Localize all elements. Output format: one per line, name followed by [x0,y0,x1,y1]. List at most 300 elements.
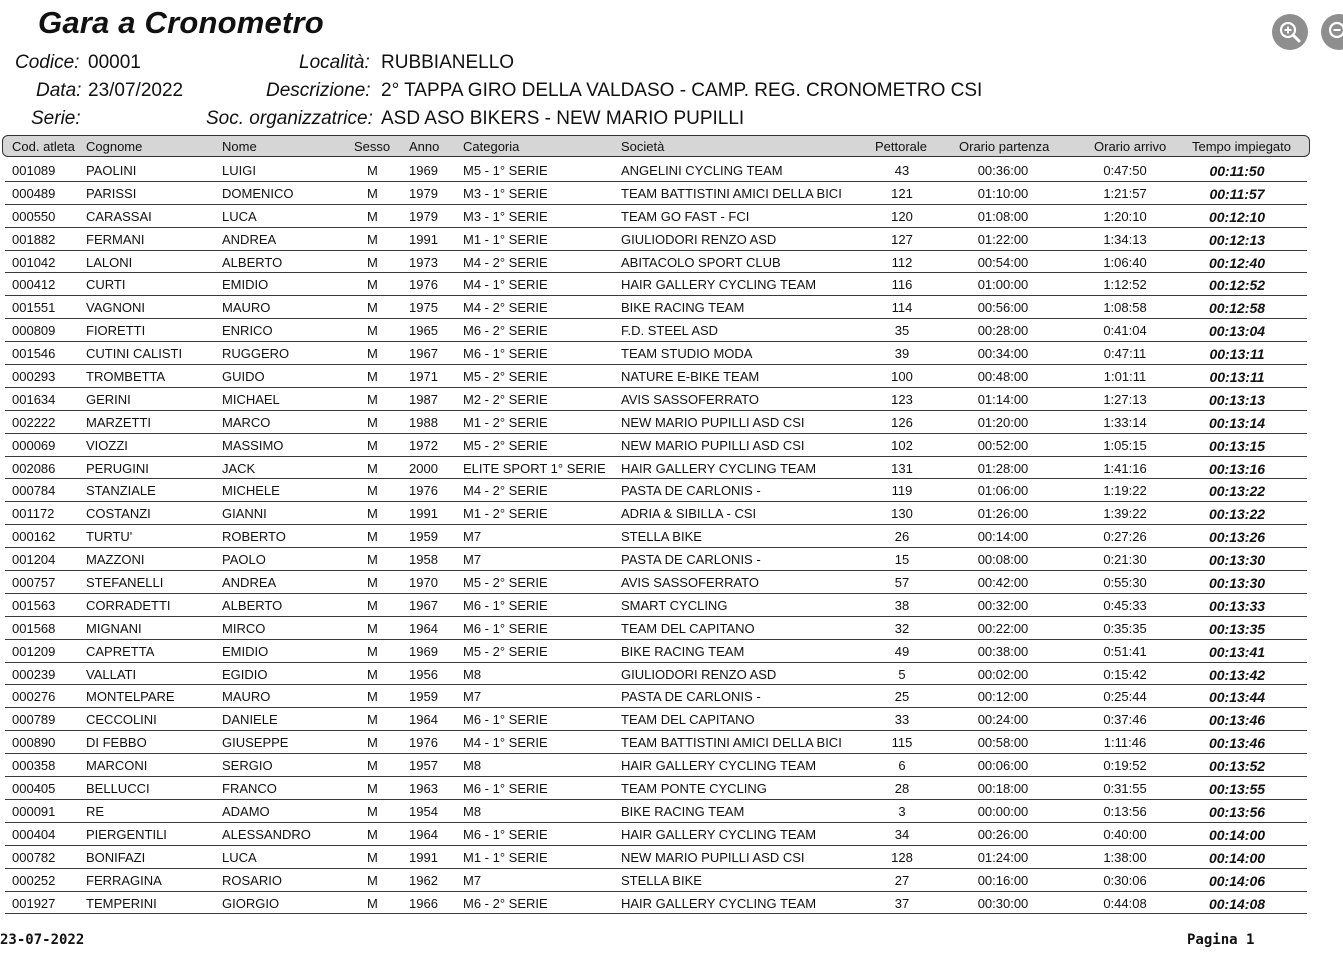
cell-nome: FRANCO [222,781,277,797]
header-categoria: Categoria [463,139,520,154]
cell-orario-partenza: 01:28:00 [977,460,1029,476]
cell-tempo-impiegato: 00:13:16 [1208,460,1266,477]
cell-nome: MICHAEL [222,391,280,407]
cell-sesso: M [367,346,378,362]
serie-label: Serie: [31,108,81,129]
table-row [5,251,1307,274]
cell-nome: ENRICO [222,323,273,339]
cell-societa: TEAM GO FAST - FCI [621,208,750,224]
cell-pettorale: 3 [898,803,906,819]
cell-categoria: M3 - 1° SERIE [463,185,548,201]
cell-orario-arrivo: 1:38:00 [1103,849,1147,865]
cell-orario-arrivo: 1:08:58 [1103,300,1147,316]
cell-pettorale: 43 [894,163,910,178]
cell-sesso: M [367,369,378,385]
cell-orario-partenza: 01:20:00 [977,414,1029,430]
table-header [2,135,1310,157]
cell-tempo-impiegato: 00:14:06 [1208,872,1266,889]
cell-orario-arrivo: 0:30:06 [1103,872,1147,888]
cell-categoria: M7 [463,552,482,568]
soc-organizzatrice-value: ASD ASO BIKERS - NEW MARIO PUPILLI [381,108,745,129]
cell-nome: LUCA [222,849,257,865]
cell-orario-partenza: 01:00:00 [977,277,1029,293]
cell-orario-arrivo: 0:25:44 [1103,689,1147,705]
cell-anno: 1972 [409,437,438,453]
page-title: Gara a Cronometro [38,5,324,40]
table-row [5,685,1307,708]
cell-orario-partenza: 00:54:00 [977,254,1029,270]
cell-societa: TEAM BATTISTINI AMICI DELLA BICI [621,735,842,751]
table-row [5,434,1307,457]
cell-societa: HAIR GALLERY CYCLING TEAM [621,758,817,774]
cell-cognome: MARCONI [86,758,148,774]
cell-anno: 1979 [409,185,438,201]
cell-nome: JACK [222,460,256,476]
cell-nome: MAURO [222,689,271,705]
cell-orario-partenza: 00:00:00 [977,803,1029,819]
cell-anno: 1964 [409,620,438,636]
cell-pettorale: 33 [894,712,910,728]
table-row [5,228,1307,251]
cell-cod-atleta: 000784 [12,483,56,499]
cell-cognome: TURTU' [86,529,133,545]
cell-cod-atleta: 001882 [12,231,56,247]
cell-orario-partenza: 00:24:00 [977,712,1029,728]
cell-orario-partenza: 00:42:00 [977,575,1029,591]
cell-orario-arrivo: 0:31:55 [1103,781,1147,797]
cell-anno: 1957 [409,758,438,774]
cell-pettorale: 112 [891,254,913,270]
codice-value: 00001 [88,52,141,73]
cell-societa: BIKE RACING TEAM [621,803,745,819]
cell-cod-atleta: 001546 [12,346,56,362]
table-row [5,502,1307,525]
cell-categoria: M6 - 2° SERIE [463,895,548,911]
cell-tempo-impiegato: 00:12:40 [1208,254,1266,271]
cell-nome: LUIGI [222,163,256,178]
cell-categoria: M4 - 1° SERIE [463,277,548,293]
cell-cognome: GERINI [86,391,131,407]
cell-orario-arrivo: 1:19:22 [1103,483,1147,499]
cell-orario-arrivo: 0:13:56 [1103,803,1147,819]
cell-cognome: PAOLINI [86,163,137,178]
cell-orario-arrivo: 0:21:30 [1103,552,1147,568]
cell-anno: 1973 [409,254,438,270]
cell-tempo-impiegato: 00:13:56 [1208,803,1266,820]
cell-anno: 1971 [409,369,438,385]
cell-societa: TEAM BATTISTINI AMICI DELLA BICI [621,185,842,201]
cell-categoria: M4 - 1° SERIE [463,735,548,751]
header-societa: Società [621,139,665,154]
cell-societa: NEW MARIO PUPILLI ASD CSI [621,414,805,430]
cell-cognome: VAGNONI [86,300,145,316]
cell-orario-arrivo: 1:34:13 [1103,231,1147,247]
cell-nome: MIRCO [222,620,266,636]
cell-nome: LUCA [222,208,257,224]
cell-orario-partenza: 00:12:00 [977,689,1029,705]
cell-sesso: M [367,483,378,499]
cell-anno: 1967 [409,597,438,613]
table-row [5,731,1307,754]
cell-categoria: M6 - 1° SERIE [463,346,548,362]
cell-sesso: M [367,620,378,636]
table-row [5,663,1307,686]
cell-anno: 1979 [409,208,438,224]
cell-sesso: M [367,735,378,751]
cell-nome: ANDREA [222,575,277,591]
cell-anno: 1975 [409,300,438,316]
cell-pettorale: 127 [891,231,913,247]
cell-pettorale: 130 [891,506,913,522]
cell-nome: MASSIMO [222,437,284,453]
cell-cod-atleta: 001204 [12,552,56,568]
table-row [5,273,1307,296]
cell-nome: ALESSANDRO [222,826,311,842]
cell-sesso: M [367,781,378,797]
cell-societa: BIKE RACING TEAM [621,643,745,659]
cell-tempo-impiegato: 00:13:14 [1208,414,1266,431]
cell-pettorale: 49 [894,643,910,659]
cell-sesso: M [367,300,378,316]
cell-cod-atleta: 001209 [12,643,56,659]
cell-anno: 1956 [409,666,438,682]
cell-categoria: M6 - 2° SERIE [463,323,548,339]
cell-tempo-impiegato: 00:13:11 [1209,346,1265,363]
cell-categoria: M7 [463,529,482,545]
cell-cognome: FIORETTI [86,323,146,339]
cell-nome: ANDREA [222,231,277,247]
table-row [5,479,1307,502]
table-row [5,548,1307,571]
cell-societa: GIULIODORI RENZO ASD [621,231,777,247]
cell-categoria: M6 - 1° SERIE [463,712,548,728]
cell-societa: BIKE RACING TEAM [621,300,745,316]
table-row [5,365,1307,388]
results-table-body [0,159,1343,914]
cell-cognome: CORRADETTI [86,597,171,613]
cell-orario-arrivo: 1:27:13 [1103,391,1147,407]
cell-cod-atleta: 001042 [12,254,56,270]
table-row [5,823,1307,846]
cell-sesso: M [367,803,378,819]
cell-sesso: M [367,208,378,224]
cell-cognome: BELLUCCI [86,781,150,797]
cell-pettorale: 28 [894,781,910,797]
cell-tempo-impiegato: 00:14:00 [1208,826,1266,843]
cell-categoria: M5 - 2° SERIE [463,437,548,453]
cell-cognome: TEMPERINI [86,895,157,911]
cell-tempo-impiegato: 00:13:52 [1208,758,1266,775]
cell-sesso: M [367,643,378,659]
data-label: Data: [36,80,82,101]
cell-cod-atleta: 000091 [12,803,56,819]
cell-orario-arrivo: 0:27:26 [1103,529,1147,545]
table-row [5,708,1307,731]
cell-orario-arrivo: 0:40:00 [1103,826,1147,842]
cell-tempo-impiegato: 00:13:26 [1208,529,1266,546]
cell-societa: HAIR GALLERY CYCLING TEAM [621,277,817,293]
cell-societa: HAIR GALLERY CYCLING TEAM [621,460,817,476]
cell-sesso: M [367,391,378,407]
cell-nome: RUGGERO [222,346,290,362]
table-row [5,388,1307,411]
cell-anno: 1959 [409,689,438,705]
cell-societa: TEAM STUDIO MODA [621,346,753,362]
cell-cod-atleta: 001568 [12,620,56,636]
cell-pettorale: 26 [894,529,910,545]
cell-tempo-impiegato: 00:13:13 [1208,391,1266,408]
cell-cognome: PARISSI [86,185,137,201]
cell-anno: 1969 [409,643,438,659]
cell-anno: 1991 [409,506,438,522]
cell-cognome: PERUGINI [86,460,149,476]
cell-pettorale: 131 [891,460,913,476]
cell-pettorale: 6 [898,758,906,774]
cell-orario-arrivo: 0:47:50 [1103,163,1147,178]
cell-orario-partenza: 00:34:00 [977,346,1029,362]
cell-tempo-impiegato: 00:12:10 [1208,208,1266,225]
cell-anno: 1991 [409,231,438,247]
cell-orario-partenza: 00:28:00 [977,323,1029,339]
cell-tempo-impiegato: 00:13:44 [1208,689,1266,706]
cell-anno: 2000 [409,460,438,476]
data-value: 23/07/2022 [88,80,184,101]
cell-orario-partenza: 00:48:00 [977,369,1029,385]
cell-nome: DANIELE [222,712,278,728]
header-tempo-impiegato: Tempo impiegato [1192,139,1291,154]
localita-value: RUBBIANELLO [381,52,515,73]
cell-orario-partenza: 01:14:00 [977,391,1029,407]
cell-orario-partenza: 00:16:00 [977,872,1029,888]
cell-cod-atleta: 000252 [12,872,56,888]
cell-tempo-impiegato: 00:12:13 [1208,231,1266,248]
cell-orario-arrivo: 0:15:42 [1103,666,1147,682]
cell-nome: EMIDIO [222,643,269,659]
cell-societa: SMART CYCLING [621,597,728,613]
cell-tempo-impiegato: 00:11:50 [1209,163,1265,179]
cell-categoria: M7 [463,689,482,705]
cell-categoria: M6 - 1° SERIE [463,826,548,842]
cell-orario-partenza: 00:38:00 [977,643,1029,659]
cell-orario-arrivo: 0:47:11 [1103,346,1147,362]
zoom-out-button[interactable] [1321,14,1343,50]
table-row [5,640,1307,663]
cell-orario-arrivo: 1:39:22 [1103,506,1147,522]
cell-anno: 1988 [409,414,438,430]
table-row [5,869,1307,892]
cell-orario-arrivo: 0:55:30 [1103,575,1147,591]
cell-pettorale: 27 [894,872,910,888]
cell-orario-partenza: 00:32:00 [977,597,1029,613]
cell-nome: ROBERTO [222,529,286,545]
cell-pettorale: 35 [894,323,910,339]
cell-orario-partenza: 00:52:00 [977,437,1029,453]
cell-cod-atleta: 001551 [12,300,56,316]
cell-categoria: M1 - 1° SERIE [463,231,548,247]
cell-cod-atleta: 000276 [12,689,56,705]
cell-orario-arrivo: 0:37:46 [1103,712,1147,728]
cell-pettorale: 5 [898,666,906,682]
cell-nome: ROSARIO [222,872,282,888]
table-row [5,846,1307,869]
cell-categoria: M8 [463,666,482,682]
cell-cod-atleta: 001927 [12,895,56,911]
cell-cognome: VIOZZI [86,437,128,453]
cell-tempo-impiegato: 00:12:52 [1208,277,1266,294]
cell-nome: EMIDIO [222,277,269,293]
cell-anno: 1954 [409,803,438,819]
table-row [5,457,1307,480]
cell-sesso: M [367,254,378,270]
cell-pettorale: 121 [891,185,913,201]
cell-tempo-impiegato: 00:11:57 [1209,185,1265,202]
cell-sesso: M [367,185,378,201]
table-row [5,525,1307,548]
cell-nome: MARCO [222,414,271,430]
cell-orario-arrivo: 0:51:41 [1103,643,1147,659]
cell-sesso: M [367,666,378,682]
cell-societa: ADRIA & SIBILLA - CSI [621,506,757,522]
cell-nome: GIANNI [222,506,267,522]
table-row [5,594,1307,617]
cell-cod-atleta: 000293 [12,369,56,385]
cell-tempo-impiegato: 00:13:46 [1208,712,1266,729]
cell-cognome: VALLATI [86,666,137,682]
cell-orario-arrivo: 0:41:04 [1103,323,1147,339]
table-row [5,319,1307,342]
cell-tempo-impiegato: 00:13:41 [1208,643,1266,660]
cell-nome: ADAMO [222,803,270,819]
cell-cognome: CUTINI CALISTI [86,346,183,362]
table-row [5,342,1307,365]
cell-cod-atleta: 000890 [12,735,56,751]
cell-nome: GUIDO [222,369,265,385]
cell-orario-partenza: 01:22:00 [977,231,1029,247]
cell-cognome: MIGNANI [86,620,142,636]
cell-sesso: M [367,163,378,178]
cell-orario-arrivo: 1:01:11 [1103,369,1147,385]
cell-orario-partenza: 00:22:00 [977,620,1029,636]
cell-tempo-impiegato: 00:13:22 [1208,483,1266,500]
cell-categoria: M8 [463,758,482,774]
header-orario-arrivo: Orario arrivo [1094,139,1167,154]
cell-nome: ALBERTO [222,597,283,613]
cell-anno: 1976 [409,735,438,751]
zoom-in-button[interactable] [1272,14,1308,50]
cell-orario-arrivo: 1:20:10 [1103,208,1147,224]
localita-label: Località: [299,52,370,73]
cell-tempo-impiegato: 00:13:22 [1208,506,1266,523]
cell-orario-partenza: 00:08:00 [977,552,1029,568]
codice-label: Codice: [15,52,80,73]
cell-sesso: M [367,323,378,339]
cell-cognome: TROMBETTA [86,369,166,385]
cell-categoria: M4 - 2° SERIE [463,254,548,270]
cell-cod-atleta: 000358 [12,758,56,774]
cell-nome: PAOLO [222,552,266,568]
cell-pettorale: 57 [894,575,910,591]
cell-cognome: CARASSAI [86,208,152,224]
cell-societa: HAIR GALLERY CYCLING TEAM [621,826,817,842]
cell-anno: 1976 [409,483,438,499]
cell-cognome: MAZZONI [86,552,145,568]
cell-orario-partenza: 01:08:00 [977,208,1029,224]
cell-societa: GIULIODORI RENZO ASD [621,666,777,682]
cell-orario-partenza: 01:10:00 [977,185,1029,201]
cell-tempo-impiegato: 00:13:33 [1208,597,1266,614]
cell-categoria: M3 - 1° SERIE [463,208,548,224]
cell-categoria: M1 - 2° SERIE [463,506,548,522]
cell-cognome: BONIFAZI [86,849,146,865]
cell-sesso: M [367,414,378,430]
cell-societa: HAIR GALLERY CYCLING TEAM [621,895,817,911]
cell-anno: 1965 [409,323,438,339]
cell-cognome: STANZIALE [86,483,156,499]
cell-tempo-impiegato: 00:14:08 [1208,895,1266,912]
cell-orario-arrivo: 0:45:33 [1103,597,1147,613]
cell-sesso: M [367,552,378,568]
cell-anno: 1991 [409,849,438,865]
cell-pettorale: 38 [894,597,910,613]
cell-orario-partenza: 00:56:00 [977,300,1029,316]
cell-cod-atleta: 000550 [12,208,56,224]
cell-sesso: M [367,575,378,591]
cell-sesso: M [367,597,378,613]
cell-orario-partenza: 00:58:00 [977,735,1029,751]
cell-cognome: MONTELPARE [86,689,175,705]
cell-anno: 1964 [409,826,438,842]
table-row [5,892,1307,915]
cell-sesso: M [367,460,378,476]
cell-pettorale: 123 [891,391,913,407]
cell-categoria: M6 - 1° SERIE [463,597,548,613]
cell-categoria: M2 - 2° SERIE [463,391,548,407]
cell-societa: STELLA BIKE [621,872,702,888]
cell-nome: DOMENICO [222,185,294,201]
soc-organizzatrice-label: Soc. organizzatrice: [206,108,373,129]
cell-sesso: M [367,689,378,705]
cell-pettorale: 15 [894,552,910,568]
cell-cognome: COSTANZI [86,506,151,522]
cell-societa: ANGELINI CYCLING TEAM [621,163,783,178]
cell-cod-atleta: 001089 [12,163,56,178]
cell-orario-arrivo: 1:11:46 [1103,735,1147,751]
cell-tempo-impiegato: 00:13:30 [1208,552,1266,569]
header-cod-atleta: Cod. atleta [12,139,75,154]
cell-categoria: M7 [463,872,482,888]
cell-anno: 1964 [409,712,438,728]
cell-cognome: MARZETTI [86,414,151,430]
cell-societa: NATURE E-BIKE TEAM [621,369,760,385]
cell-nome: ALBERTO [222,254,283,270]
cell-tempo-impiegato: 00:13:55 [1208,781,1266,798]
cell-cognome: CAPRETTA [86,643,155,659]
cell-societa: PASTA DE CARLONIS - [621,552,761,568]
table-row [5,159,1307,182]
cell-anno: 1963 [409,781,438,797]
cell-societa: AVIS SASSOFERRATO [621,391,759,407]
table-row [5,205,1307,228]
cell-categoria: M1 - 1° SERIE [463,849,548,865]
cell-categoria: M5 - 2° SERIE [463,575,548,591]
cell-sesso: M [367,437,378,453]
cell-nome: GIORGIO [222,895,280,911]
cell-cod-atleta: 000757 [12,575,56,591]
cell-categoria: ELITE SPORT 1° SERIE [463,460,606,476]
cell-orario-partenza: 00:36:00 [977,163,1029,178]
cell-nome: SERGIO [222,758,273,774]
cell-societa: PASTA DE CARLONIS - [621,689,761,705]
